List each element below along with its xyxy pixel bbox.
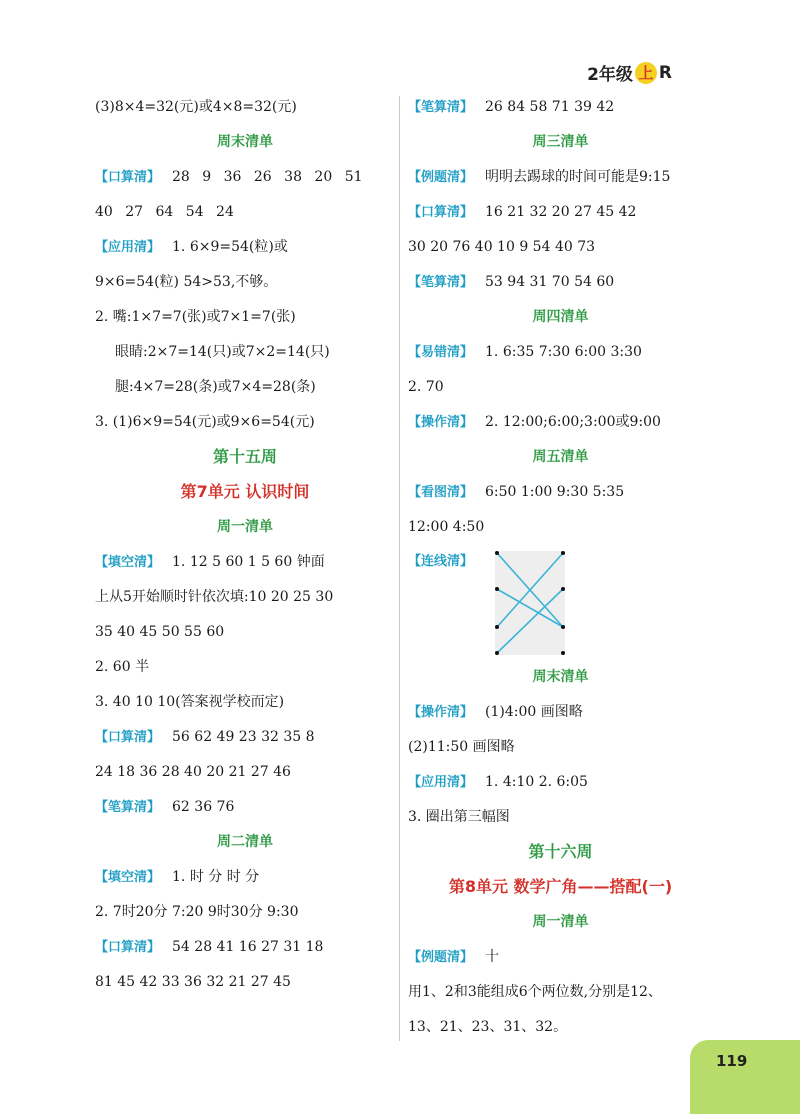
answer-text: 2. 12:00;6:00;3:00或9:00 [485, 414, 661, 430]
answer-text: 明明去踢球的时间可能是9:15 [485, 169, 671, 185]
answer-text: 26 84 58 71 39 42 [485, 99, 615, 115]
page-header [587, 60, 672, 85]
tag-label: 【笔算清】 [95, 800, 161, 815]
tag-label: 【填空清】 [95, 870, 161, 885]
answer-text: 54 28 41 16 27 31 18 [172, 939, 324, 955]
answer-line: 2. 70 [408, 379, 444, 395]
match-dot [561, 587, 565, 591]
match-dot [495, 587, 499, 591]
answer-line: 2. 嘴:1×7=7(张)或7×1=7(张) [95, 309, 296, 325]
answer-line: 3. 圈出第三幅图 [408, 809, 510, 825]
answer-text: 53 94 31 70 54 60 [485, 274, 615, 290]
grade-label: 2年级 [587, 65, 633, 85]
week-title: 第十六周 [528, 842, 593, 861]
right-column [408, 92, 713, 1047]
answer-line: 上从5开始顺时针依次填:10 20 25 30 [95, 589, 334, 605]
match-dot [495, 651, 499, 655]
answer-line: 9×6=54(粒) 54>53,不够。 [95, 274, 278, 290]
answer-line: 腿:4×7=28(条)或7×4=28(条) [115, 379, 316, 395]
answer-text: 1. 4:10 2. 6:05 [485, 774, 588, 790]
tag-label: 【口算清】 [95, 940, 161, 955]
section-title: 周一清单 [532, 914, 589, 930]
answer-text: 6:50 1:00 9:30 5:35 [485, 484, 625, 500]
section-title: 周一清单 [217, 519, 273, 535]
tag-label: 【应用清】 [95, 240, 161, 255]
edition-label: R [658, 62, 672, 83]
section-title: 周末清单 [217, 134, 273, 150]
answer-line: 13、21、23、31、32。 [408, 1019, 568, 1035]
page-number: 119 [716, 1052, 748, 1070]
match-dot [495, 625, 499, 629]
tag-label: 【操作清】 [408, 415, 474, 430]
answer-line: 3. 40 10 10(答案视学校而定) [95, 694, 285, 710]
tag-label: 【连线清】 [408, 554, 474, 569]
page-number-tab [690, 1040, 800, 1114]
tag-label: 【例题清】 [408, 950, 474, 965]
answer-line: 用1、2和3能组成6个两位数,分别是12、 [408, 984, 662, 1000]
answer-text: 28 9 36 26 38 20 51 [172, 169, 363, 185]
tag-label: 【口算清】 [95, 730, 161, 745]
tag-label: 【易错清】 [408, 345, 474, 360]
match-dot [561, 651, 565, 655]
answer-text: (1)4:00 画图略 [485, 704, 583, 720]
answer-text: 1. 时 分 时 分 [172, 869, 260, 885]
answer-line: (3)8×4=32(元)或4×8=32(元) [95, 99, 297, 115]
column-divider [399, 96, 400, 1041]
answer-line: 40 27 64 54 24 [95, 204, 234, 220]
answer-text: 十 [485, 949, 500, 965]
answer-text: 1. 6×9=54(粒)或 [172, 239, 288, 255]
answer-text: 1. 6:35 7:30 6:00 3:30 [485, 344, 642, 360]
matching-block [408, 547, 713, 662]
answer-line: 81 45 42 33 36 32 21 27 45 [95, 974, 291, 990]
section-title: 周末清单 [532, 669, 589, 685]
answer-line: 12:00 4:50 [408, 519, 485, 535]
section-title: 周四清单 [532, 309, 589, 325]
tag-label: 【笔算清】 [408, 275, 474, 290]
tag-label: 【例题清】 [408, 170, 474, 185]
answer-line: 3. (1)6×9=54(元)或9×6=54(元) [95, 414, 315, 430]
diagram-background [495, 551, 565, 655]
tag-label: 【操作清】 [408, 705, 474, 720]
answer-line: 2. 7时20分 7:20 9时30分 9:30 [95, 904, 299, 920]
match-dot [561, 625, 565, 629]
answer-line: 眼睛:2×7=14(只)或7×2=14(只) [115, 344, 330, 360]
tag-label: 【笔算清】 [408, 100, 474, 115]
match-dot [561, 551, 565, 555]
tag-label: 【看图清】 [408, 485, 474, 500]
answer-line: 35 40 45 50 55 60 [95, 624, 225, 640]
section-title: 周二清单 [217, 834, 273, 850]
tag-label: 【填空清】 [95, 555, 161, 570]
answer-text: 56 62 49 23 32 35 8 [172, 729, 315, 745]
tag-label: 【口算清】 [95, 170, 161, 185]
answer-line: (2)11:50 画图略 [408, 739, 515, 755]
section-title: 周三清单 [532, 134, 589, 150]
answer-line: 30 20 76 40 10 9 54 40 73 [408, 239, 596, 255]
week-title: 第十五周 [212, 447, 277, 466]
answer-line: 2. 60 半 [95, 659, 150, 675]
term-badge: 上 [635, 62, 657, 84]
match-dot [495, 551, 499, 555]
answer-text: 16 21 32 20 27 45 42 [485, 204, 637, 220]
tag-label: 【口算清】 [408, 205, 474, 220]
matching-diagram [493, 547, 569, 659]
answer-text: 1. 12 5 60 1 5 60 钟面 [172, 554, 325, 570]
unit-title: 第7单元 认识时间 [180, 482, 310, 501]
tag-label: 【应用清】 [408, 775, 474, 790]
left-column [95, 92, 395, 1002]
answer-text: 62 36 76 [172, 799, 235, 815]
unit-title: 第8单元 数学广角——搭配(一) [448, 877, 673, 896]
section-title: 周五清单 [532, 449, 589, 465]
answer-line: 24 18 36 28 40 20 21 27 46 [95, 764, 291, 780]
